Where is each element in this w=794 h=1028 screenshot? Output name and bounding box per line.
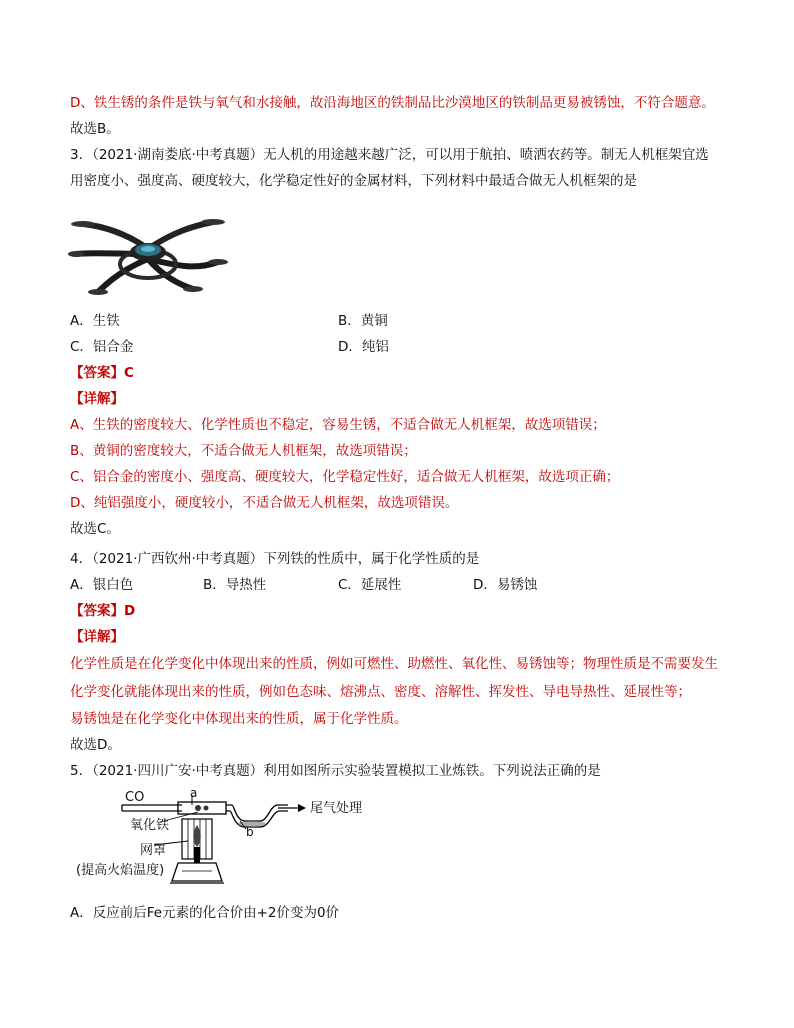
question-4-analysis-line: 易锈蚀是在化学变化中体现出来的性质，属于化学性质。 <box>70 711 408 727</box>
question-3-option-b: B．黄铜 <box>338 313 388 329</box>
question-3-option-c: C．铝合金 <box>70 339 134 355</box>
question-4-detail-heading: 【详解】 <box>70 629 124 645</box>
question-3-detail-heading: 【详解】 <box>70 391 124 407</box>
choose-line: 故选B。 <box>70 121 120 137</box>
question-3-option-d: D．纯铝 <box>338 339 389 355</box>
question-3-answer: 【答案】C <box>70 365 134 381</box>
figure-label-mesh-note: (提高火焰温度) <box>76 863 165 878</box>
question-4-option-a: A．银白色 <box>70 577 134 593</box>
question-3-analysis-line: D、纯铝强度小，硬度较小，不适合做无人机框架，故选项错误。 <box>70 495 459 511</box>
question-3-analysis-line: A、生铁的密度较大、化学性质也不稳定，容易生锈，不适合做无人机框架，故选项错误； <box>70 417 606 433</box>
question-3-stem-line2: 用密度小、强度高、硬度较大，化学稳定性好的金属材料，下列材料中最适合做无人机框架的是 <box>70 173 637 189</box>
question-5-stem: 5．（2021·四川广安·中考真题）利用如图所示实验装置模拟工业炼铁。下列说法正确的是 <box>70 763 601 779</box>
question-4-analysis-line: 化学性质是在化学变化中体现出来的性质，例如可燃性、助燃性、氧化性、易锈蚀等；物理性质是不需要发生 <box>70 656 718 672</box>
question-4-option-b: B．导热性 <box>203 577 267 593</box>
question-3-analysis-line: C、铝合金的密度小、强度高、硬度较大，化学稳定性好，适合做无人机框架，故选项正确； <box>70 469 620 485</box>
figure-label-tail-gas: 尾气处理 <box>310 801 363 816</box>
drone-figure <box>68 204 228 304</box>
question-4-choose: 故选D。 <box>70 737 121 753</box>
figure-label-iron-oxide: 氧化铁 <box>130 818 170 833</box>
figure-label-a: a <box>190 786 198 800</box>
figure-label-mesh: 网罩 <box>140 843 167 858</box>
figure-label-b: b <box>246 825 254 839</box>
question-3-stem-line1: 3．（2021·湖南娄底·中考真题）无人机的用途越来越广泛，可以用于航拍、喷洒农药等。制无人机框架宜选 <box>70 147 709 163</box>
question-3-choose: 故选C。 <box>70 521 120 537</box>
question-5-option-a: A．反应前后Fe元素的化合价由+2价变为0价 <box>70 905 340 921</box>
question-3-analysis-line: B、黄铜的密度较大，不适合做无人机框架，故选项错误； <box>70 443 417 459</box>
analysis-line: D、铁生锈的条件是铁与氧气和水接触，故沿海地区的铁制品比沙漠地区的铁制品更易被锈蚀，不符合题意。 <box>70 95 715 111</box>
question-4-analysis-line: 化学变化就能体现出来的性质，例如色态味、熔沸点、密度、溶解性、挥发性、导电导热性、延展性等； <box>70 684 691 700</box>
question-3-option-a: A．生铁 <box>70 313 120 329</box>
question-4-stem: 4．（2021·广西钦州·中考真题）下列铁的性质中，属于化学性质的是 <box>70 551 480 567</box>
question-4-answer: 【答案】D <box>70 603 136 619</box>
question-4-option-c: C．延展性 <box>338 577 402 593</box>
question-4-option-d: D．易锈蚀 <box>473 577 538 593</box>
figure-label-co: CO <box>125 790 145 805</box>
